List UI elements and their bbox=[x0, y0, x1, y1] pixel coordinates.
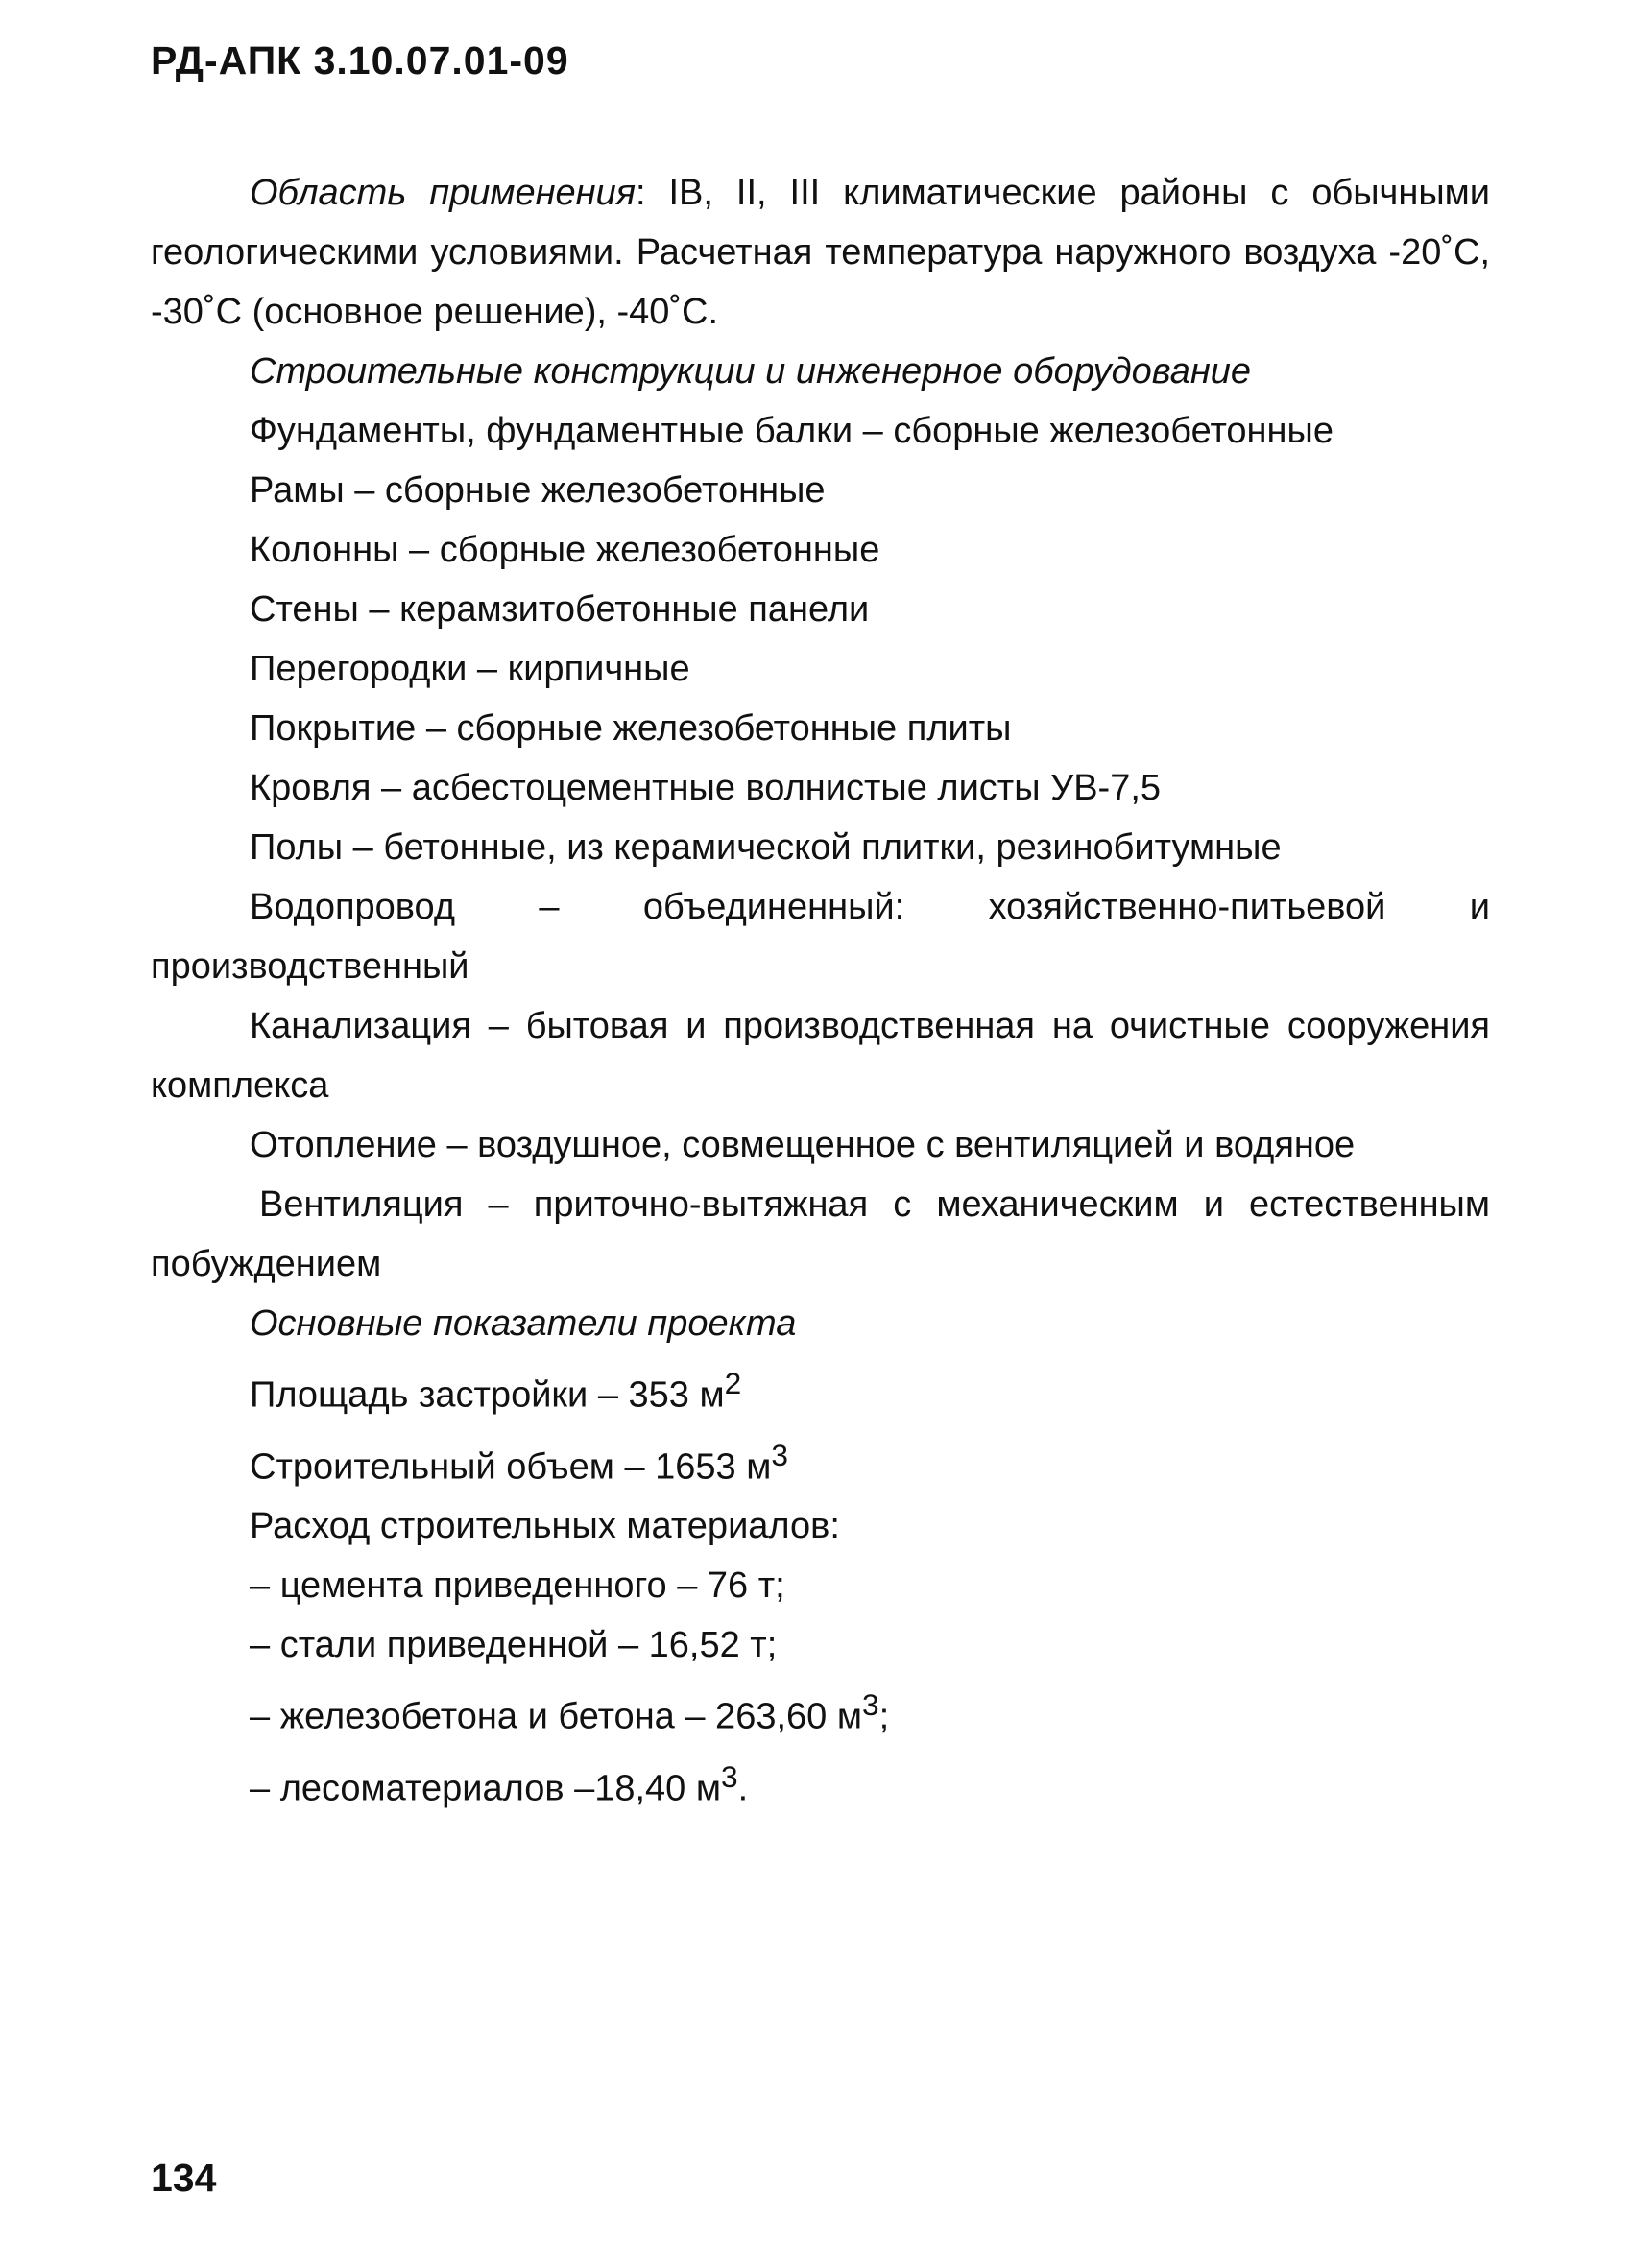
water-supply-paragraph: Водопровод – объединенный: хозяйственно-питьевой и производственный bbox=[151, 887, 1490, 987]
page-number: 134 bbox=[151, 2156, 217, 2200]
material-cement: – цемента приведенного – 76 т; bbox=[250, 1565, 785, 1607]
concrete-end: ; bbox=[878, 1696, 890, 1737]
heating-line: Отопление – воздушное, совмещенное с вентиляцией и водяное bbox=[250, 1125, 1356, 1165]
timber-unit-power: 3 bbox=[720, 1758, 738, 1794]
construction-item-roof: Кровля – асбестоцементные волнистые листы УВ-7,5 bbox=[250, 768, 1162, 808]
construction-heading: Строительные конструкции и инженерное оборудование bbox=[250, 351, 1252, 392]
indicator-building-area bbox=[151, 1353, 1490, 1425]
construction-item-partitions: Перегородки – кирпичные bbox=[250, 649, 690, 689]
building-volume-text: Строительный объем – 1653 м bbox=[250, 1446, 772, 1488]
material-steel: – стали приведенной – 16,52 т; bbox=[250, 1625, 778, 1666]
construction-item-walls: Стены – керамзитобетонные панели bbox=[250, 589, 870, 630]
concrete-unit-power: 3 bbox=[861, 1687, 879, 1723]
construction-item-foundations: Фундаменты, фундаментные балки – сборные железобетонные bbox=[250, 411, 1334, 451]
ventilation-paragraph: Вентиляция – приточно-вытяжная с механическим и естественным побуждением bbox=[151, 1184, 1490, 1284]
document-body bbox=[151, 163, 1490, 1819]
scope-label: Область применения bbox=[250, 173, 636, 213]
indicator-building-volume bbox=[151, 1425, 1490, 1497]
scope-paragraph bbox=[151, 163, 1490, 342]
construction-item-columns: Колонны – сборные железобетонные bbox=[250, 530, 880, 570]
construction-item-roofing-slabs: Покрытие – сборные железобетонные плиты bbox=[250, 708, 1012, 749]
construction-item-floors: Полы – бетонные, из керамической плитки, резинобитумные bbox=[250, 827, 1282, 868]
sewerage-paragraph: Канализация – бытовая и производственная на очистные сооружения комплекса bbox=[151, 1006, 1490, 1106]
timber-end: . bbox=[737, 1768, 749, 1809]
building-volume-unit-power: 3 bbox=[771, 1437, 788, 1472]
building-area-unit-power: 2 bbox=[724, 1366, 742, 1400]
materials-heading: Расход строительных материалов: bbox=[250, 1506, 840, 1547]
building-area-text: Площадь застройки – 353 м bbox=[250, 1374, 725, 1416]
indicators-heading: Основные показатели проекта bbox=[250, 1303, 797, 1344]
material-timber bbox=[151, 1747, 1490, 1819]
scope-text: : IB, II, III климатические районы с обычными геологическими условиями. Расчетная температура наружного воздуха -20˚С, -30˚С (основное решение), -40˚С. bbox=[151, 173, 1490, 332]
concrete-text: – железобетона и бетона – 263,60 м bbox=[250, 1696, 862, 1737]
document-code-header: РД-АПК 3.10.07.01-09 bbox=[151, 38, 569, 83]
timber-text: – лесоматериалов –18,40 м bbox=[250, 1768, 721, 1809]
construction-item-frames: Рамы – сборные железобетонные bbox=[250, 470, 826, 511]
material-concrete bbox=[151, 1675, 1490, 1747]
